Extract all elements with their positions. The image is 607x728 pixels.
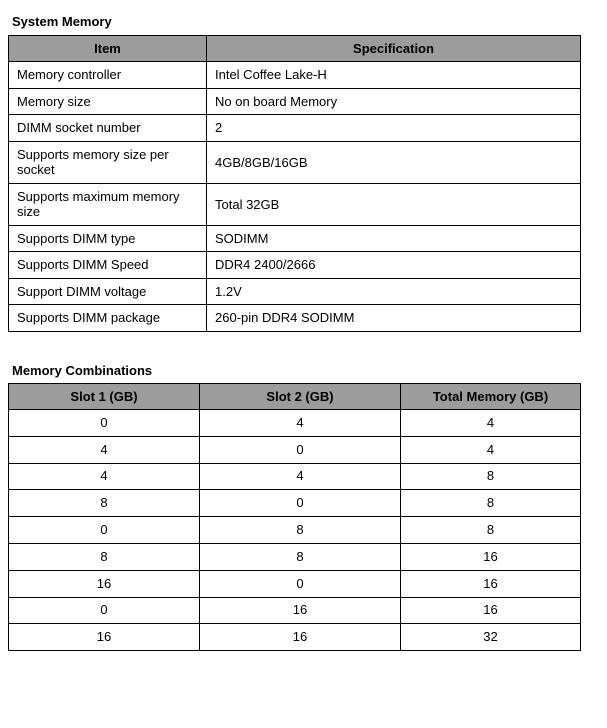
total-memory-cell: 16	[401, 543, 581, 570]
item-cell: Supports memory size per socket	[9, 141, 207, 183]
table-row	[9, 570, 581, 597]
table-header-row	[9, 36, 581, 62]
slot-2-cell: 8	[200, 517, 401, 544]
system-memory-table	[8, 35, 581, 332]
table-row	[9, 624, 581, 651]
item-cell: Support DIMM voltage	[9, 278, 207, 305]
item-cell: Memory controller	[9, 62, 207, 89]
total-memory-cell: 8	[401, 517, 581, 544]
table-row	[9, 225, 581, 252]
table-row	[9, 278, 581, 305]
table-row	[9, 517, 581, 544]
spec-cell: 4GB/8GB/16GB	[207, 141, 581, 183]
table-row	[9, 305, 581, 332]
slot-1-cell: 4	[9, 436, 200, 463]
slot-2-cell: 0	[200, 436, 401, 463]
spec-cell: SODIMM	[207, 225, 581, 252]
table-row	[9, 490, 581, 517]
table-row	[9, 597, 581, 624]
table-row	[9, 141, 581, 183]
table-row	[9, 436, 581, 463]
total-memory-cell: 8	[401, 490, 581, 517]
spec-cell: Intel Coffee Lake-H	[207, 62, 581, 89]
table-row	[9, 543, 581, 570]
table-row	[9, 115, 581, 142]
header-specification: Specification	[207, 36, 581, 62]
item-cell: DIMM socket number	[9, 115, 207, 142]
total-memory-cell: 32	[401, 624, 581, 651]
spec-cell: 260-pin DDR4 SODIMM	[207, 305, 581, 332]
slot-1-cell: 8	[9, 543, 200, 570]
header-slot-1: Slot 1 (GB)	[9, 384, 200, 410]
item-cell: Memory size	[9, 88, 207, 115]
table-row	[9, 88, 581, 115]
table-row	[9, 183, 581, 225]
table-row	[9, 463, 581, 490]
table-header-row	[9, 384, 581, 410]
table-row	[9, 252, 581, 279]
slot-2-cell: 16	[200, 597, 401, 624]
memory-combinations-title: Memory Combinations	[12, 363, 153, 378]
slot-1-cell: 16	[9, 624, 200, 651]
item-cell: Supports DIMM Speed	[9, 252, 207, 279]
header-item: Item	[9, 36, 207, 62]
slot-2-cell: 0	[200, 490, 401, 517]
spec-cell: Total 32GB	[207, 183, 581, 225]
total-memory-cell: 16	[401, 597, 581, 624]
total-memory-cell: 4	[401, 436, 581, 463]
slot-1-cell: 16	[9, 570, 200, 597]
slot-2-cell: 16	[200, 624, 401, 651]
slot-1-cell: 4	[9, 463, 200, 490]
item-cell: Supports maximum memory size	[9, 183, 207, 225]
memory-combinations-table	[8, 383, 581, 651]
slot-2-cell: 4	[200, 463, 401, 490]
header-slot-2: Slot 2 (GB)	[200, 384, 401, 410]
spec-cell: 2	[207, 115, 581, 142]
total-memory-cell: 4	[401, 410, 581, 437]
spec-cell: DDR4 2400/2666	[207, 252, 581, 279]
slot-2-cell: 8	[200, 543, 401, 570]
slot-1-cell: 0	[9, 517, 200, 544]
total-memory-cell: 16	[401, 570, 581, 597]
item-cell: Supports DIMM type	[9, 225, 207, 252]
slot-1-cell: 8	[9, 490, 200, 517]
table-row	[9, 410, 581, 437]
total-memory-cell: 8	[401, 463, 581, 490]
slot-1-cell: 0	[9, 410, 200, 437]
slot-1-cell: 0	[9, 597, 200, 624]
slot-2-cell: 4	[200, 410, 401, 437]
spec-cell: No on board Memory	[207, 88, 581, 115]
system-memory-title: System Memory	[12, 14, 112, 29]
table-row	[9, 62, 581, 89]
spec-cell: 1.2V	[207, 278, 581, 305]
slot-2-cell: 0	[200, 570, 401, 597]
header-total-memory: Total Memory (GB)	[401, 384, 581, 410]
item-cell: Supports DIMM package	[9, 305, 207, 332]
